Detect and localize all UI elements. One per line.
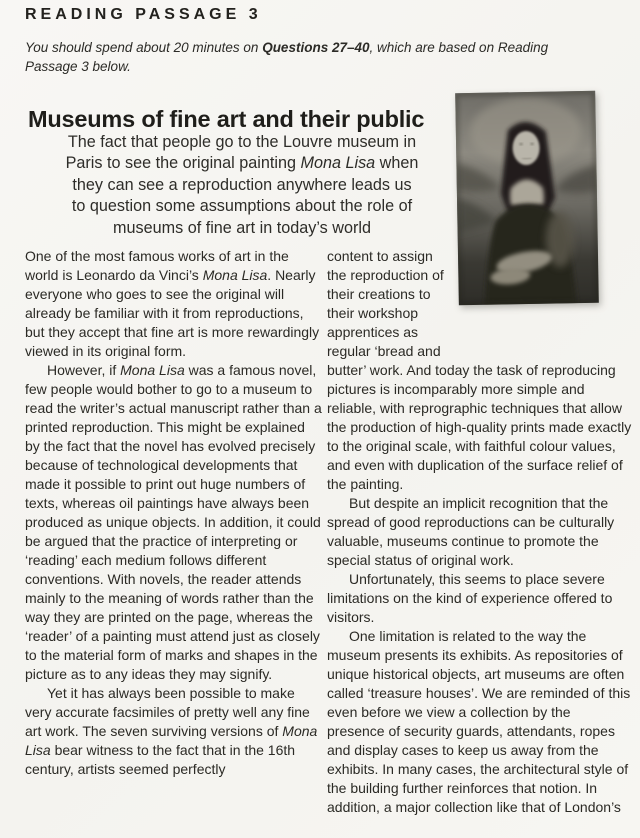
- intro-line: museums of fine art in today’s world: [113, 218, 371, 237]
- intro-line: they can see a reproduction anywhere leads us: [72, 175, 412, 194]
- passage-title: Museums of fine art and their public: [28, 105, 425, 132]
- paragraph: One of the most famous works of art in the world is Leonardo da Vinci’s Mona Lisa. Nearly everyone who goes to see the original will already be familiar with it from reproductions, but they accept that fine art is more rewardingly viewed in its original form.: [25, 248, 320, 359]
- intro-line: to question some assumptions about the role of: [71, 197, 413, 216]
- image-wrap-spacer: [449, 247, 632, 343]
- paragraph: content to assign the reproduction of their creations to their workshop apprentices as regular ‘bread and butter’ work. And today the task of reproducing pictures is incomparably more simple and reliable, with reprographic techniques that allow the production of high-quality prints made exactly to the original scale, with faithful colour values, and even with duplication of the surface relief of the painting.: [327, 248, 632, 492]
- paragraph: Yet it has always been possible to make very accurate facsimiles of pretty well any fine art work. The seven surviving versions of Mona Lisa bear witness to the fact that in the 16th century, artists seemed perfectly: [25, 685, 318, 777]
- right-column: [327, 247, 632, 817]
- intro-line: Paris to see the original painting Mona Lisa when: [65, 154, 419, 173]
- intro-line: The fact that people go to the Louvre museum in: [67, 133, 417, 151]
- passage-header: READING PASSAGE 3: [25, 6, 262, 23]
- paragraph: One limitation is related to the way the museum presents its exhibits. As repositories of unique historical objects, art museums are often called ‘treasure houses’. We are reminded of this even before we view a collection by the presence of security guards, attendants, ropes and display cases to keep us away from the exhibits. In many cases, the architectural style of the building further reinforces that notion. In addition, a major collection like that of London’s: [327, 628, 631, 815]
- paragraph: But despite an implicit recognition that the spread of good reproductions can be culturally valuable, museums continue to promote the special status of original work.: [327, 495, 615, 568]
- paragraph: Unfortunately, this seems to place severe limitations on the kind of experience offered to visitors.: [327, 571, 613, 625]
- left-column: [25, 247, 322, 779]
- paragraph: However, if Mona Lisa was a famous novel, few people would bother to go to a museum to read the writer’s actual manuscript rather than a printed reproduction. This might be explained by the fact that the novel has evolved precisely because of technological developments that made it possible to print out huge numbers of texts, whereas oil paintings have always been produced as unique objects. In addition, it could be argued that the practice of interpreting or ‘reading’ each medium follows different conventions. With novels, the reader attends mainly to the meaning of words rather than the way they are printed on the page, whereas the ‘reader’ of a painting must attend just as closely to the material form of marks and shapes in the picture as to any ideas they may signify.: [25, 362, 322, 682]
- instructions-text: You should spend about 20 minutes on Questions 27–40, which are based on Reading Passage 3 below.: [25, 40, 549, 74]
- intro-paragraph: [30, 132, 454, 239]
